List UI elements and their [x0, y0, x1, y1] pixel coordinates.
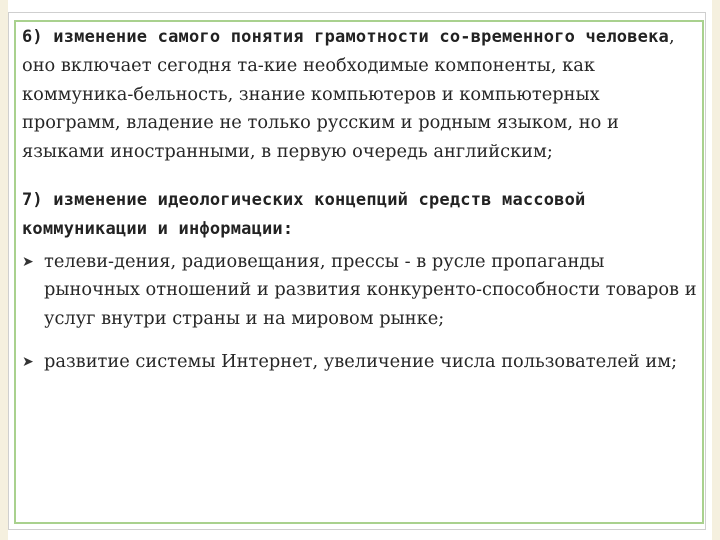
arrow-bullet-icon: ➤ — [22, 253, 34, 270]
item-7-heading: 7) изменение идеологических концепций средств массовой коммуникации и информации: — [22, 189, 586, 239]
right-decor-strip — [712, 0, 720, 540]
slide-content — [22, 23, 697, 377]
item-6-body: , оно включает сегодня та-кие необходимые компоненты, как коммуника-бельность, знание компьютеров и компьютерных программ, владение не только русским и родным языком, но и языками иностранными, в первую очередь английским; — [22, 26, 675, 163]
item-7-paragraph — [22, 186, 697, 244]
item-6-heading: 6) изменение самого понятия грамотности со-временного человека — [22, 27, 669, 47]
arrow-bullet-icon: ➤ — [22, 353, 34, 370]
bullet-item — [22, 248, 697, 334]
item-6-paragraph — [22, 23, 697, 167]
left-decor-strip — [0, 0, 8, 540]
bullet-text: развитие системы Интернет, увеличение числа пользователей им; — [44, 350, 678, 372]
bullet-item — [22, 348, 697, 377]
bullet-text: телеви-дения, радиовещания, прессы - в русле пропаганды рыночных отношений и развития конкуренто-способности товаров и услуг внутри страны и на мировом рынке; — [44, 250, 697, 330]
